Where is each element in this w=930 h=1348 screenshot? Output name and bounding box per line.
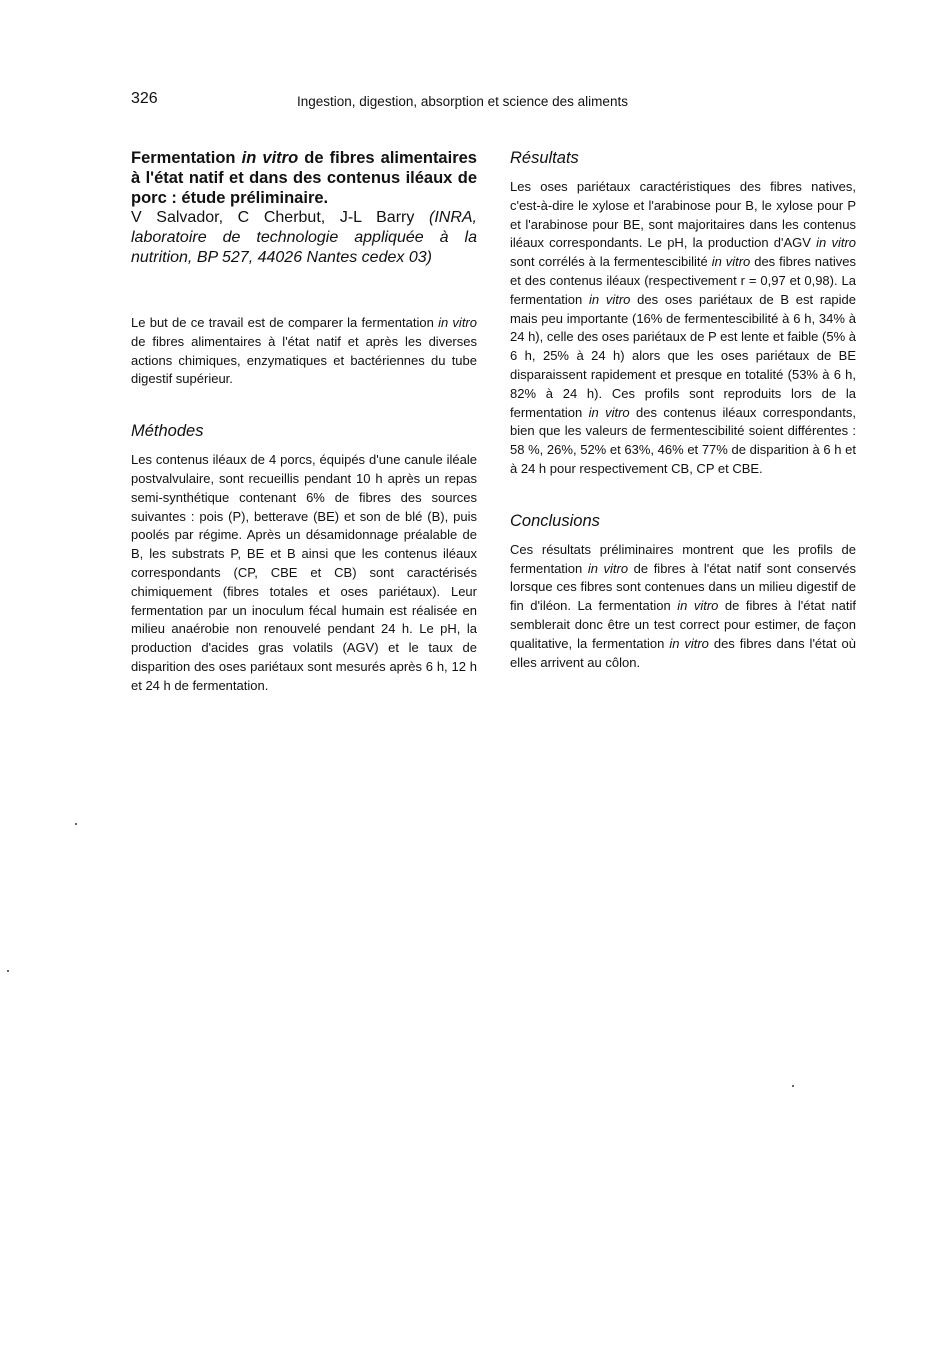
author-block xyxy=(131,208,477,268)
text-run: Les oses pariétaux caractéristiques des fibres natives, c'est-à-dire le xylose et l'arabinose pour B, le xylose pour P et l'arabinose pour BE, sont majoritaires dans les contenus iléaux correspondants. Le pH, la production d'AGV xyxy=(510,179,856,251)
authors: V Salvador, C Cherbut, J-L Barry xyxy=(131,209,415,226)
text-run: de fibres à l'état natif sont conservés lorsque ces fibres sont contenues dans un milieu digestif de fin d'iléon. La fermentation xyxy=(510,560,856,614)
text-run: de fibres à l'état natif semblerait donc être un test correct pour estimer, de façon qualitative, la fermentation xyxy=(510,598,856,651)
italic-term: in vitro xyxy=(711,254,751,270)
section-heading-resultats: Résultats xyxy=(510,149,579,167)
section-conclusions xyxy=(510,511,856,673)
text-run: des oses pariétaux de B est rapide mais peu importante (16% de fermentescibilité à 6 h, 34% à 24 h), celle des oses pariétaux de P est lente et faible (5% à 6 h, 25% à 24 h) alors que les oses pariétaux de BE disparaissent rapidement et presque en totalité (53% à 6 h, 82% à 24 h). Ces profils sont reproduits lors de la fermentation xyxy=(510,291,856,420)
section-heading-conclusions: Conclusions xyxy=(510,511,600,530)
italic-term: in vitro xyxy=(816,235,856,251)
italic-term: in vitro xyxy=(241,149,299,167)
left-column xyxy=(131,148,477,696)
section-heading-methodes: Méthodes xyxy=(131,422,204,441)
right-column xyxy=(510,148,856,672)
running-header: Ingestion, digestion, absorption et science des aliments xyxy=(297,94,628,109)
text-run: Fermentation xyxy=(131,149,242,167)
section-body-conclusions xyxy=(510,541,856,673)
text-run: Ces résultats préliminaires montrent que les profils de fermentation xyxy=(510,541,856,576)
section-resultats xyxy=(510,148,856,479)
intro-paragraph xyxy=(131,314,477,389)
page-number: 326 xyxy=(131,90,158,107)
scan-speck xyxy=(792,1085,794,1087)
section-body-methodes xyxy=(131,451,477,695)
italic-term: in vitro xyxy=(588,404,630,420)
scan-speck xyxy=(75,823,77,825)
text-run: sont corrélés à la fermentescibilité xyxy=(510,254,712,270)
section-body-resultats xyxy=(510,178,856,479)
text-run: des fibres dans l'état où elles arrivent au côlon. xyxy=(510,635,856,670)
italic-term: in vitro xyxy=(669,635,709,651)
affiliation: (INRA, laboratoire de technologie appliquée à la nutrition, BP 527, 44026 Nantes cedex 03) xyxy=(131,209,477,266)
italic-term: in vitro xyxy=(677,598,719,614)
section-methodes xyxy=(131,421,477,695)
text-run: des contenus iléaux correspondants, bien que les valeurs de fermentescibilité soient différentes : 58 %, 26%, 52% et 63%, 46% et 77% de disparition à 6 h et à 24 h pour respectivement CB, CP et CBE. xyxy=(510,404,857,476)
italic-term: in vitro xyxy=(587,560,629,576)
italic-term: in vitro xyxy=(589,291,631,307)
article-title xyxy=(131,148,477,208)
text-run: Les contenus iléaux de 4 porcs, équipés d'une canule iléale postvalvulaire, sont recueillis pendant 10 h après un repas semi-synthétique contenant 6% de fibres des sources suivantes : pois (P), betterave (BE) et son de blé (B), puis poolés par régime. Après un désamidonnage préalable de B, les substrats P, BE et B ainsi que les contenus iléaux correspondants (CP, CBE et CB) sont caractérisés chimiquement (fibres totales et oses pariétaux). Leur fermentation par un inoculum fécal humain est réalisée en milieu anaérobie non renouvelé pendant 24 h. Le pH, la production d'acides gras volatils (AGV) et le taux de disparition des oses pariétaux sont mesurés après 6 h, 12 h et 24 h de fermentation. xyxy=(131,452,477,693)
text-run: Le but de ce travail est de comparer la fermentation xyxy=(131,315,439,330)
text-run: de fibres alimentaires à l'état natif et dans des contenus iléaux de porc : étude préliminaire. xyxy=(131,149,477,207)
text-run: de fibres alimentaires à l'état natif et après les diverses actions chimiques, enzymatiques et bactériennes du tube digestif supérieur. xyxy=(131,333,477,387)
scan-speck xyxy=(7,970,9,972)
text-run: des fibres natives et des contenus iléaux (respectivement r = 0,97 et 0,98). La fermentation xyxy=(510,254,856,307)
italic-term: in vitro xyxy=(438,315,477,330)
